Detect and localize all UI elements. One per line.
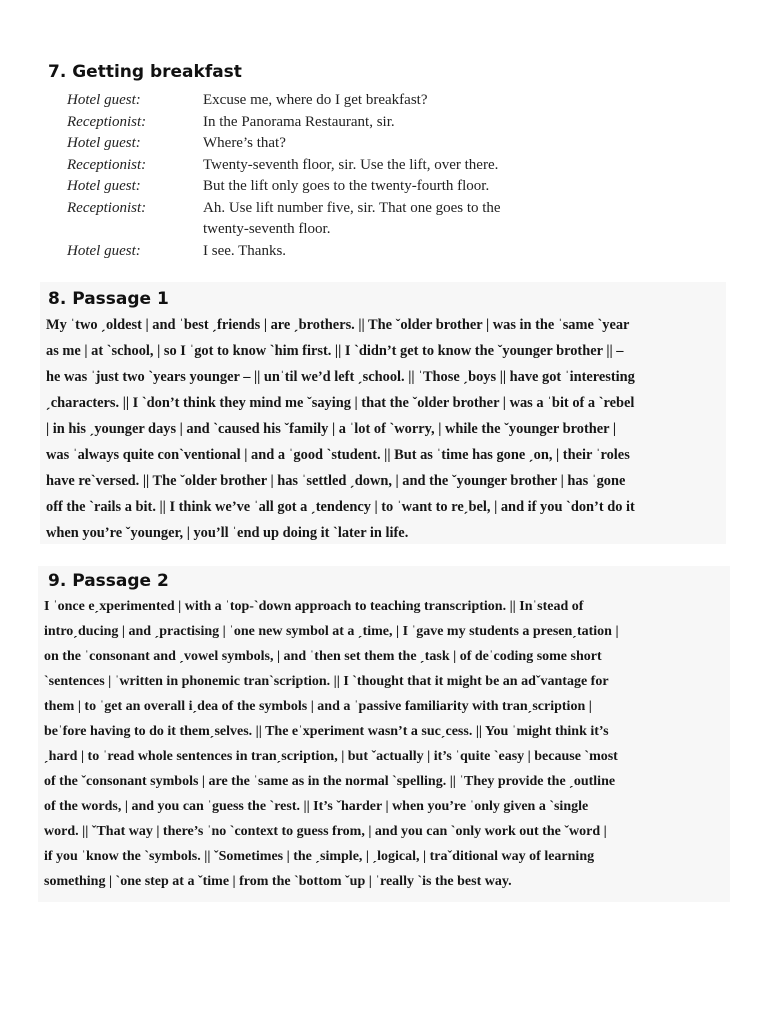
passage-line: word. || ˇThat way | there’s ˈno ˋcontext to guess from, | and you can ˋonly work out the ˇword |: [44, 824, 607, 839]
passage-line: My ˈtwo ˏoldest | and ˈbest ˏfriends | are ˏbrothers. || The ˇolder brother | was in the ˈsame ˋyear: [46, 317, 630, 333]
passage-line: I ˈonce eˏxperimented | with a ˈtop-ˋdown approach to teaching transcription. || Inˈstead of: [44, 599, 584, 614]
dialogue-line: Ah. Use lift number five, sir. That one goes to the: [203, 199, 501, 216]
speaker-label: Hotel guest:: [67, 135, 141, 151]
section-9-title: 9. Passage 2: [48, 571, 169, 591]
dialogue-row: [67, 241, 587, 263]
passage-line: ˏcharacters. || I ˋdon’t think they mind me ˇsaying | that the ˇolder brother | was a ˈbit of a ˋrebel: [46, 395, 635, 411]
passage-line: introˏducing | and ˏpractising | ˈone new symbol at a ˏtime, | I ˈgave my students a presenˏtation |: [44, 624, 619, 639]
passage-line: when you’re ˇyounger, | you’ll ˈend up doing it ˋlater in life.: [46, 525, 409, 541]
passage-line: ˋsentences | ˈwritten in phonemic tranˋscription. || I ˋthought that it might be an adˇvantage for: [44, 674, 609, 689]
passage-line: as me | at ˋschool, | so I ˈgot to know ˋhim first. || I ˋdidn’t get to know the ˇyounger brother || –: [46, 343, 624, 359]
dialogue-row: [67, 176, 587, 198]
dialogue-row: [67, 198, 587, 220]
speaker-label: Hotel guest:: [67, 242, 141, 259]
dialogue-row: [67, 90, 587, 112]
passage-line: was ˈalways quite conˋventional | and a ˈgood ˋstudent. || But as ˈtime has gone ˏon, | their ˈroles: [46, 447, 630, 463]
passage-line: beˈfore having to do it themˏselves. || The eˈxperiment wasn’t a sucˏcess. || You ˈmight think it’s: [44, 724, 609, 739]
passage-line: he was ˈjust two ˋyears younger – || unˈtil we’d left ˏschool. || ˈThose ˏboys || have got ˈinteresting: [46, 369, 635, 385]
passage-line: them | to ˈget an overall iˏdea of the symbols | and a ˈpassive familiarity with tranˏscription |: [44, 699, 592, 714]
speaker-label: Receptionist:: [67, 113, 147, 130]
dialogue-line: In the Panorama Restaurant, sir.: [203, 113, 395, 130]
passage-line: on the ˈconsonant and ˏvowel symbols, | and ˈthen set them the ˏtask | of deˈcoding some short: [44, 649, 602, 664]
speaker-label: Hotel guest:: [67, 92, 141, 108]
passage-line: of the words, | and you can ˈguess the ˋrest. || It’s ˇharder | when you’re ˈonly given a ˋsingle: [44, 799, 589, 814]
speaker-label: Receptionist:: [67, 156, 147, 173]
speaker-label: Hotel guest:: [67, 178, 141, 194]
section-8-title: 8. Passage 1: [48, 289, 169, 309]
dialogue-line: twenty-seventh floor.: [203, 221, 331, 237]
speaker-label: [67, 219, 203, 241]
passage-line: something | ˋone step at a ˇtime | from the ˋbottom ˇup | ˈreally ˋis the best way.: [44, 874, 512, 889]
dialogue-row: [67, 133, 587, 155]
dialogue-row: [67, 219, 587, 241]
passage-line: off the ˋrails a bit. || I think we’ve ˈall got a ˏtendency | to ˈwant to reˏbel, | and if you ˋdon’t do it: [46, 499, 635, 515]
dialogue-line: Excuse me, where do I get breakfast?: [203, 92, 428, 108]
speaker-label: Receptionist:: [67, 199, 147, 216]
passage-line: of the ˇconsonant symbols | are the ˈsame as in the normal ˋspelling. || ˈThey provide the ˏoutline: [44, 774, 616, 789]
passage-line: | in his ˏyounger days | and ˋcaused his ˇfamily | a ˈlot of ˋworry, | while the ˇyounger brother |: [46, 421, 617, 437]
section-7-title: 7. Getting breakfast: [48, 62, 242, 82]
passage-line: have reˋversed. || The ˇolder brother | has ˈsettled ˏdown, | and the ˇyounger brother | has ˈgone: [46, 473, 626, 489]
dialogue-line: I see. Thanks.: [203, 242, 287, 259]
dialogue-row: [67, 155, 587, 177]
dialogue-line: Twenty-seventh floor, sir. Use the lift, over there.: [203, 156, 499, 173]
dialogue-line: Where’s that?: [203, 135, 286, 151]
passage-line: if you ˈknow the ˋsymbols. || ˇSometimes | the ˏsimple, | ˏlogical, | traˇditional way of learning: [44, 849, 595, 864]
dialogue-row: [67, 112, 587, 134]
dialogue-getting-breakfast: [67, 90, 587, 262]
dialogue-line: But the lift only goes to the twenty-fourth floor.: [203, 178, 490, 194]
passage-line: ˏhard | to ˈread whole sentences in tranˏscription, | but ˇactually | it’s ˈquite ˋeasy | because ˋmost: [44, 749, 618, 764]
